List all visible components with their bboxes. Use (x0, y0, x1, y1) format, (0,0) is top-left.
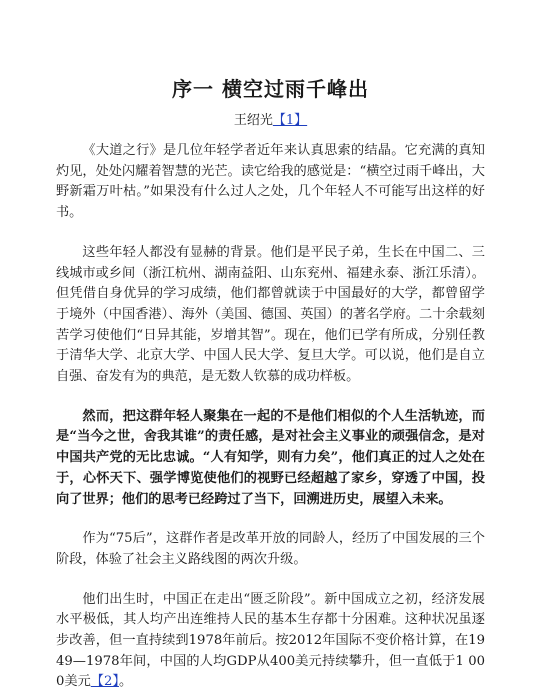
page-title: 序一 横空过雨千峰出 (172, 77, 369, 101)
author-name: 王绍光 (233, 113, 273, 128)
footnote-link-2[interactable]: 【2】 (90, 674, 119, 690)
paragraph-tail: 。 (118, 674, 133, 690)
paragraph: 这些年轻人都没有显赫的背景。他们是平民子弟，生长在中国二、三线城市或乡间（浙江杭州、湖南益阳、山东兖州、福建永泰、浙江乐清）。但凭借自身优异的学习成绩，他们都曾就读于中国最好的大学，都曾留学于境外（中国香港）、海外（美国、德国、英国）的著名学府。二十余载刻苦学习使他们“日异其能，岁增其智”。现在，他们已学有所成，分别任教于清华大学、北京大学、中国人民大学、复旦大学。可以说，他们是自立自强、奋发有为的典范，是无数人钦慕的成功样板。 (56, 244, 485, 385)
paragraph (56, 590, 485, 694)
author-line (0, 112, 541, 130)
paragraph: 作为“75后”，这群作者是改革开放的同龄人，经历了中国发展的三个阶段，体验了社会主义路线图的两次升级。 (56, 531, 485, 567)
paragraph: 《大道之行》是几位年轻学者近年来认真思索的结晶。它充满的真知灼见，处处闪耀着智慧的光芒。读它给我的感觉是：“横空过雨千峰出，大野新霜万叶枯。”如果没有什么过人之处，几个年轻人不可能写出这样的好书。 (56, 143, 485, 221)
body-text (56, 141, 485, 693)
footnote-link-1[interactable]: 【1】 (272, 113, 308, 128)
paragraph-bold: 然而，把这群年轻人聚集在一起的不是他们相似的个人生活轨迹，而是“当今之世，舍我其谁”的责任感，是对社会主义事业的顽强信念，是对中国共产党的无比忠诚。“人有知学，则有力矣”，他们真正的过人之处在于，心怀天下、强学博览使他们的视野已经超越了家乡，穿透了中国，投向了世界；他们的思考已经跨过了当下，回溯进历史，展望入未来。 (56, 408, 485, 507)
paragraph-text: 他们出生时，中国正在走出“匮乏阶段”。新中国成立之初，经济发展水平极低，其人均产出连维持人民的基本生存都十分困难。这种状况虽逐步改善，但一直持续到1978年前后。按2012年国际不变价格计算，在1949—1978年间，中国的人均GDP从400美元持续攀升，但一直低于1 000美元 (56, 591, 485, 690)
